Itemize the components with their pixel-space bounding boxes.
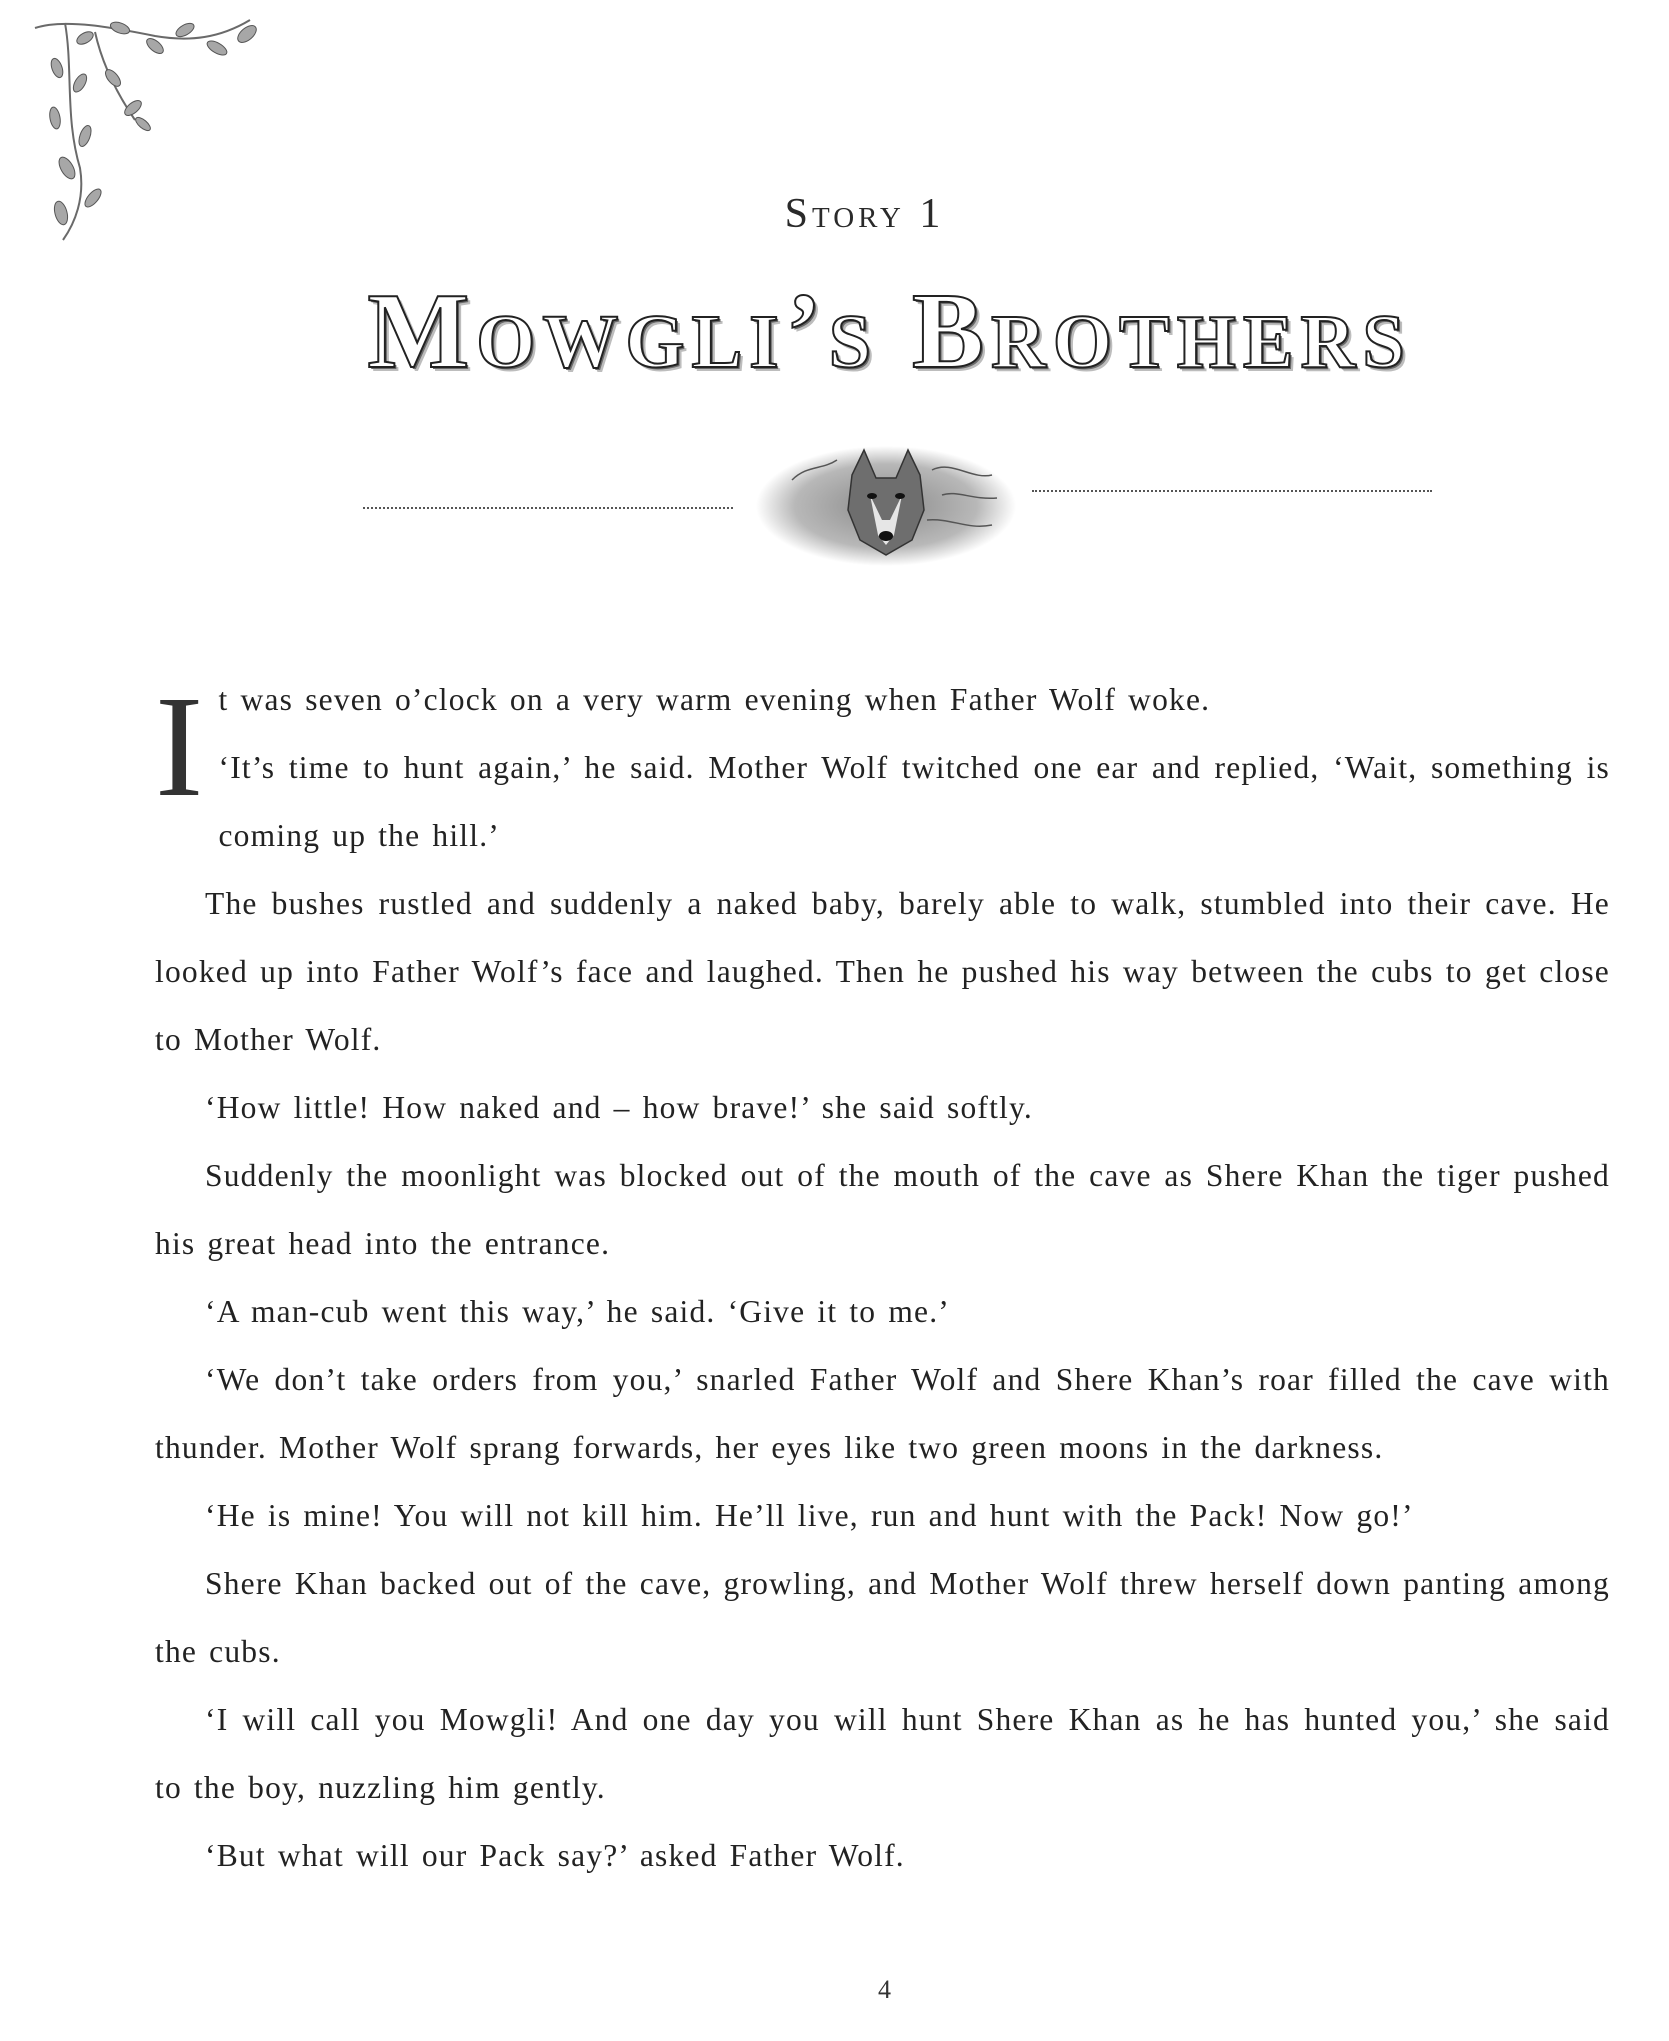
paragraph-3: The bushes rustled and suddenly a naked baby, barely able to walk, stumbled into their cave. He looked up into Father Wolf’s face and laughed. Then he pushed his way between the cubs to get close to Mother Wolf. xyxy=(155,886,1610,1057)
paragraph-10: ‘I will call you Mowgli! And one day you will hunt Shere Khan as he has hunted you,’ she said to the boy, nuzzling him gently. xyxy=(155,1702,1610,1805)
paragraph-11: ‘But what will our Pack say?’ asked Father Wolf. xyxy=(205,1838,905,1873)
paragraph-6: ‘A man-cub went this way,’ he said. ‘Give it to me.’ xyxy=(205,1294,950,1329)
drop-cap: I xyxy=(155,667,205,827)
paragraph-8: ‘He is mine! You will not kill him. He’ll live, run and hunt with the Pack! Now go!’ xyxy=(205,1498,1414,1533)
paragraph-7: ‘We don’t take orders from you,’ snarled Father Wolf and Shere Khan’s roar filled the cave with thunder. Mother Wolf sprang forwards, her eyes like two green moons in the darkness. xyxy=(155,1362,1610,1465)
story-label: Story 1 xyxy=(784,191,945,237)
story-text xyxy=(155,666,1610,1890)
paragraph-5: Suddenly the moonlight was blocked out of the mouth of the cave as Shere Khan the tiger pushed his great head into the entrance. xyxy=(155,1158,1610,1261)
chapter-title: Mowgli’s Brothers xyxy=(367,272,1412,391)
paragraph-4: ‘How little! How naked and – how brave!’ she said softly. xyxy=(205,1090,1033,1125)
paragraph-2: ‘It’s time to hunt again,’ he said. Mother Wolf twitched one ear and replied, ‘Wait, something is coming up the hill.’ xyxy=(218,750,1610,853)
paragraph-9: Shere Khan backed out of the cave, growling, and Mother Wolf threw herself down panting among the cubs. xyxy=(155,1566,1610,1669)
paragraph-1-text: t was seven o’clock on a very warm evening when Father Wolf woke. xyxy=(218,682,1211,717)
divider-right xyxy=(1032,490,1432,492)
divider-left xyxy=(363,507,733,509)
wolf-head-illustration xyxy=(752,440,1020,570)
page-number: 4 xyxy=(878,1975,891,2004)
